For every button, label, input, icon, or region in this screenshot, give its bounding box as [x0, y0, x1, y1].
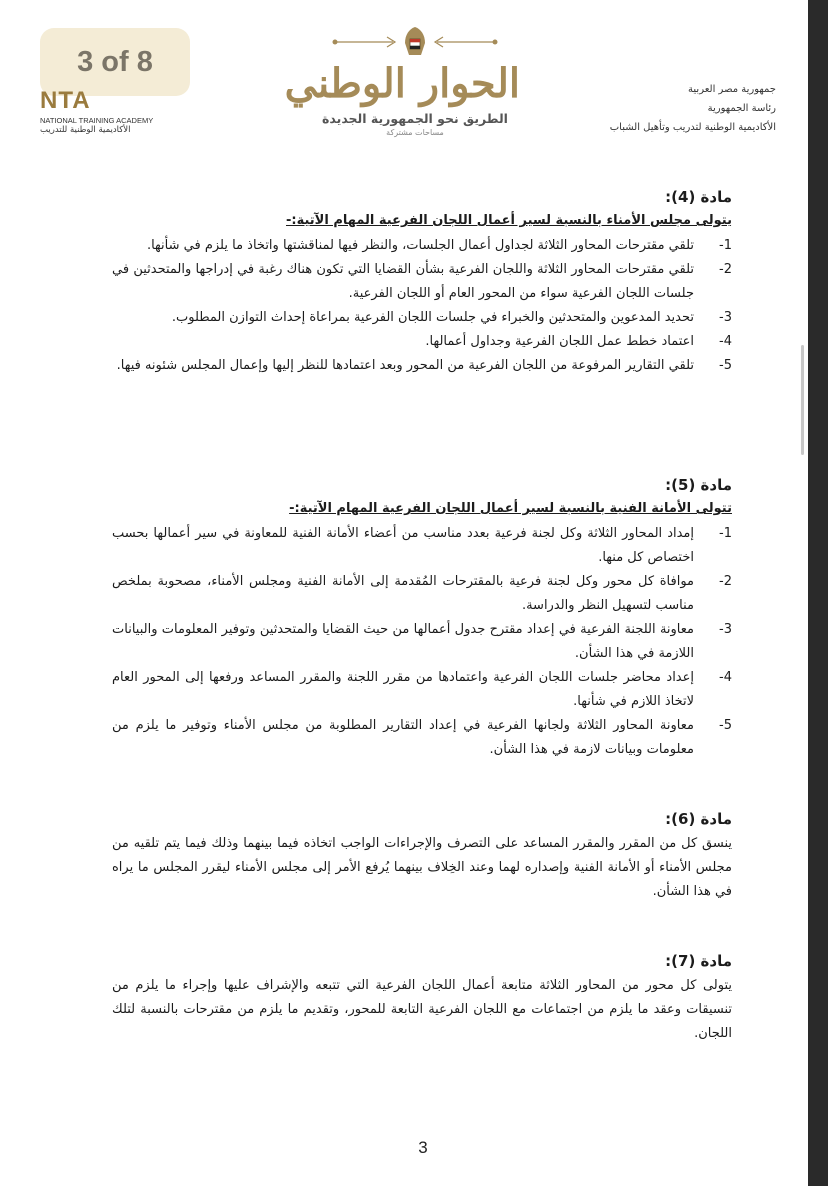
- list-item: [112, 258, 732, 306]
- header-line-presidency: رئاسة الجمهورية: [707, 103, 776, 114]
- article-body: ينسق كل من المقرر والمقرر المساعد على التصرف والإجراءات الواجب اتخاذه فيما بينهما وذلك فيما يتم تلقيه من مجلس الأمناء أو الأمانة الفنية وإصداره لهما وعند الخِلاف بينهما يُرفع الأمر إلى مجلس الأمناء ليقرر المجلس ما يراه في هذا الشأن.: [112, 836, 732, 899]
- logo-subtitle: مساحات مشتركة: [386, 128, 444, 137]
- item-text: إمداد المحاور الثلاثة وكل لجنة فرعية بعدد مناسب من أعضاء الأمانة الفنية للمعاونة في سير أعمالها بحسب اختصاص كل منها.: [112, 526, 694, 565]
- page-indicator-badge: 3 of 8: [40, 28, 190, 96]
- header-line-country: جمهورية مصر العربية: [688, 84, 776, 95]
- list-item: [112, 306, 732, 330]
- item-number: -3: [719, 310, 732, 325]
- item-number: -2: [719, 574, 732, 589]
- nta-logo-arabic: الأكاديمية الوطنية للتدريب: [40, 125, 131, 135]
- logo-tagline: الطريق نحو الجمهورية الجديدة: [322, 111, 508, 126]
- item-text: اعتماد خطط عمل اللجان الفرعية وجداول أعمالها.: [425, 334, 694, 349]
- nta-logo-english: NATIONAL TRAINING ACADEMY: [40, 116, 154, 125]
- article-6: [112, 808, 732, 904]
- article-title: مادة (4):: [665, 188, 732, 206]
- article-title: مادة (7):: [665, 952, 732, 970]
- article-4: [112, 186, 732, 378]
- eagle-emblem-icon: [325, 25, 505, 59]
- list-item: [112, 666, 732, 714]
- item-text: تلقي مقترحات المحاور الثلاثة واللجان الفرعية بشأن القضايا التي تكون هناك رغبة في إدراجها والمتحدثين في جلسات اللجان الفرعية سواء من المحور العام أو اللجان الفرعية.: [112, 262, 694, 301]
- item-number: -5: [719, 718, 732, 733]
- list-item: [112, 330, 732, 354]
- article-title: مادة (6):: [665, 810, 732, 828]
- item-number: -1: [719, 526, 732, 541]
- item-number: -3: [719, 622, 732, 637]
- item-number: -1: [719, 238, 732, 253]
- article-7: [112, 950, 732, 1046]
- item-text: تلقي مقترحات المحاور الثلاثة لجداول أعمال الجلسات، والنظر فيها لمناقشتها واتخاذ ما يلزم في شأنها.: [146, 238, 694, 253]
- national-dialogue-logo: [284, 25, 520, 185]
- article-5: [112, 474, 732, 762]
- item-text: موافاة كل محور وكل لجنة فرعية بالمقترحات المُقدمة إلى الأمانة الفنية ومجلس الأمناء، مصحوبة بملخص مناسب لتسهيل النظر والدراسة.: [112, 574, 694, 613]
- item-number: -5: [719, 358, 732, 373]
- item-text: تحديد المدعوين والمتحدثين والخبراء في جلسات اللجان الفرعية بمراعاة إحداث التوازن المطلوب.: [171, 310, 694, 325]
- nta-logo: [40, 90, 160, 150]
- page-number: 3: [418, 1138, 428, 1157]
- list-item: [112, 354, 732, 378]
- viewer-right-edge: [808, 0, 828, 1186]
- nta-logo-mark: NTA: [40, 90, 91, 112]
- article-items: [112, 522, 732, 762]
- item-text: إعداد محاضر جلسات اللجان الفرعية واعتمادها من مقرر اللجنة والمقرر المساعد ورفعها إلى المحور العام لاتخاذ اللازم في شأنها.: [112, 670, 694, 709]
- article-items: [112, 234, 732, 378]
- item-number: -4: [719, 334, 732, 349]
- item-text: تلقي التقارير المرفوعة من اللجان الفرعية من المحور وبعد اعتمادها للنظر إليها وإعمال المجلس شئونه فيها.: [116, 358, 694, 373]
- header-line-academy: الأكاديمية الوطنية لتدريب وتأهيل الشباب: [609, 122, 776, 133]
- item-number: -4: [719, 670, 732, 685]
- logo-title: الحوار الوطني: [284, 60, 520, 107]
- government-header: [556, 80, 776, 137]
- article-intro: تتولى الأمانة الفنية بالنسبة لسير أعمال اللجان الفرعية المهام الآتية:-: [289, 501, 732, 516]
- article-title: مادة (5):: [665, 476, 732, 494]
- list-item: [112, 234, 732, 258]
- scrollbar-thumb[interactable]: [801, 345, 804, 455]
- list-item: [112, 522, 732, 570]
- item-text: معاونة اللجنة الفرعية في إعداد مقترح جدول أعمالها من حيث القضايا والمتحدثين وتوفير المعلومات والبيانات اللازمة في هذا الشأن.: [112, 622, 694, 661]
- list-item: [112, 714, 732, 762]
- article-body: يتولى كل محور من المحاور الثلاثة متابعة أعمال اللجان الفرعية التي تتبعه والإشراف عليها وإجراء ما يلزم من تنسيقات وعقد ما يلزم من اجتماعات مع اللجان الفرعية التابعة للمحور، وتقديم ما يلزم من مقترحات بالنسبة لتلك اللجان.: [112, 978, 732, 1041]
- list-item: [112, 618, 732, 666]
- item-number: -2: [719, 262, 732, 277]
- item-text: معاونة المحاور الثلاثة ولجانها الفرعية في إعداد التقارير المطلوبة من مجلس الأمناء وتوفير ما يلزم من معلومات وبيانات لازمة في هذا الشأن.: [112, 718, 694, 757]
- article-intro: يتولى مجلس الأمناء بالنسبة لسير أعمال اللجان الفرعية المهام الآتية:-: [286, 213, 732, 228]
- list-item: [112, 570, 732, 618]
